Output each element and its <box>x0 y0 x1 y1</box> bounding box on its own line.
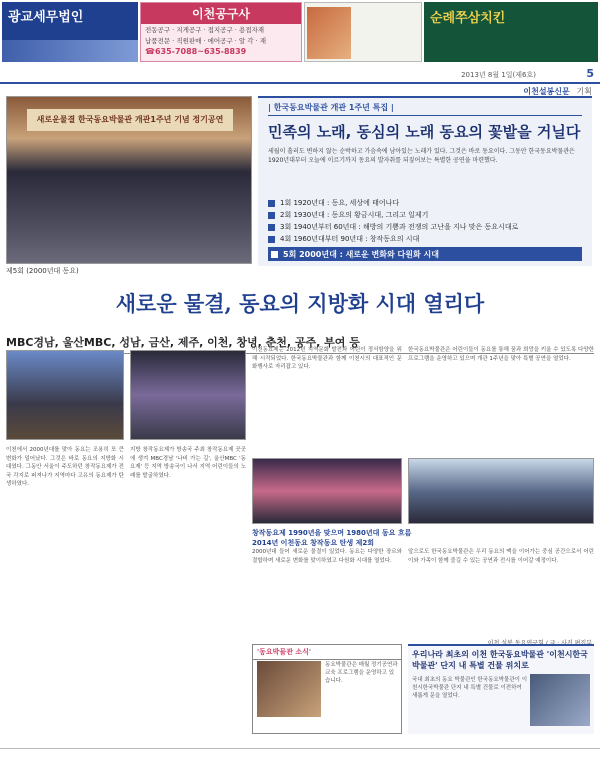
article-column-2: 지방 창작동요제가 방송국 주최 창작동요제 곳곳에 생겨 MBC경남 '나비 가는 길', 울산MBC '동요제' 등 지역 방송국이 나서 지역 어린이들의 노래를 발굴하였다. <box>130 447 246 479</box>
lead-body: 세월이 흘러도 변하지 않는 순박하고 가슴속에 남아있는 노래가 있다. 그것은 바로 동요이다. 그동안 한국동요박물관은 1920년대부터 오늘에 이르기까지 동요의 발자취를 되짚어보는 특별한 공연을 마련했다. <box>268 148 575 164</box>
bullet-icon <box>268 236 275 243</box>
museum-news-box <box>252 644 402 734</box>
lead-title: 민족의 노래, 동심의 노래 동요의 꽃밭을 거닐다 <box>268 123 581 141</box>
bullet-icon <box>268 212 275 219</box>
bullet-icon <box>268 224 275 231</box>
timeline-item: 2회 1930년대 : 동요의 황금시대, 그리고 일제기 <box>268 209 582 221</box>
ad-tax-firm-image <box>2 40 138 62</box>
museum-news-photo <box>257 661 321 717</box>
ad-tool-shop-phone: ☎635-7088~635-8839 <box>145 47 247 56</box>
ad-tool-shop[interactable] <box>140 2 302 62</box>
article-column-1: 이천에서 2000년대를 맞아 동요는 조용히 또 큰 변화가 일어났다. 그것은 바로 동요의 지방화 시대였다. 그동안 서울이 주도하던 창작동요제가 전국 각지로 퍼져나가 지역마다 고유의 동요제가 탄생하였다. <box>6 447 124 487</box>
bullet-icon <box>271 251 278 258</box>
lead-kicker: | 한국동요박물관 개관 1주년 특집 | <box>268 102 582 116</box>
timeline-item: 4회 1960년대부터 90년대 : 창작동요의 시대 <box>268 233 582 245</box>
photo-concert-3 <box>252 458 402 524</box>
timeline-item: 1회 1920년대 : 동요, 세상에 태어나다 <box>268 197 582 209</box>
related-article-text: 국내 최초의 동요 박물관인 한국동요박물관이 이천시한국박물관 단지 내 특별 건물로 이전하여 새롭게 문을 열었다. <box>412 677 528 699</box>
main-photo <box>6 96 252 264</box>
ad-chicken[interactable] <box>424 2 598 62</box>
timeline <box>268 197 582 261</box>
timeline-item: 3회 1940년부터 60년대 : 해방의 기쁨과 전쟁의 고난을 지나 맞은 동요시대로 <box>268 221 582 233</box>
issue-date: 2013년 8월 1일(제6호) <box>461 71 536 79</box>
photo-concert-2 <box>130 350 246 440</box>
lead-box <box>258 96 592 266</box>
sub-headline: MBC경남, 울산MBC, 성남, 금산, 제주, 이천, 창녕, 춘천, 공주, 부여 등 <box>6 334 594 354</box>
ad-tool-shop-line2: 납품전문 · 직원판매 · 에어공구 · 알 각 · 재 <box>145 37 267 45</box>
page-header <box>0 66 600 84</box>
ad-tax-firm[interactable] <box>2 2 138 62</box>
article-column-5: 2000년대 들어 새로운 물결이 일었다. 동요는 다양한 장르와 결합하며 새로운 변화를 맞이하였고 다원화 시대를 열었다. <box>252 549 402 564</box>
related-article-title: 우리나라 최초의 이천 한국동요박물관 '이천시한국박물관' 단지 내 특별 건물 위치로 <box>412 650 588 670</box>
bullet-icon <box>268 200 275 207</box>
photo-concert-4 <box>408 458 594 524</box>
advertisement-strip <box>0 0 600 66</box>
ad-food-image <box>307 7 351 59</box>
article-column-4: 한국동요박물관은 어린이들이 동요를 통해 꿈과 희망을 키울 수 있도록 다양한 프로그램을 운영하고 있으며 개관 1주년을 맞아 특별 공연을 열었다. <box>408 347 594 362</box>
article-column-3: 이천동요제는 2012년 지역문화 발전과 어린이 정서함양을 위해 시작되었다. 한국동요박물관과 함께 이천시의 대표적인 문화행사로 자리잡고 있다. <box>252 347 402 370</box>
ad-tax-firm-brand: 광교세무법인 <box>8 10 84 25</box>
ad-tool-shop-title: 이천공구사 <box>141 3 301 24</box>
ad-food[interactable] <box>304 2 422 62</box>
timeline-item-highlight: 5회 2000년대 : 새로운 변화와 다원화 시대 <box>268 247 582 261</box>
main-photo-banner: 새로운물결 한국동요박물관 개관1주년 기념 정기공연 <box>27 109 233 131</box>
ad-tool-shop-line1: 전동공구 · 지게공구 · 접지공구 · 용접자재 <box>145 26 265 34</box>
ad-chicken-title: 순례쭈삼치킨 <box>430 11 506 26</box>
article-subhead-2: 2014년 이천동요 창작동요 탄생 제2회 <box>252 539 375 547</box>
article-subhead-1: 창작동요제 1990년을 맞으며 1980년대 동요 흐름 <box>252 529 412 537</box>
headline: 새로운 물결, 동요의 지방화 시대 열리다 <box>115 291 485 316</box>
page-number: 5 <box>586 67 594 80</box>
related-article[interactable] <box>408 644 594 734</box>
article-column-6: 앞으로도 한국동요박물관은 우리 동요의 맥을 이어가는 중심 공간으로서 어린이와 가족이 함께 즐길 수 있는 공연과 전시를 이어갈 예정이다. <box>408 549 594 564</box>
footer-divider <box>0 748 600 749</box>
museum-news-text: 동요박물관은 매월 정기공연과 교육 프로그램을 운영하고 있습니다. <box>325 662 398 684</box>
related-article-photo <box>530 674 590 726</box>
museum-news-title: '동요박물관 소식' <box>253 645 401 660</box>
main-photo-caption: 제5회 (2000년대 동요) <box>6 267 79 275</box>
section-type: 기획 <box>576 87 592 96</box>
photo-concert-1 <box>6 350 124 440</box>
section-name: 이천설봉신문 <box>523 87 570 96</box>
